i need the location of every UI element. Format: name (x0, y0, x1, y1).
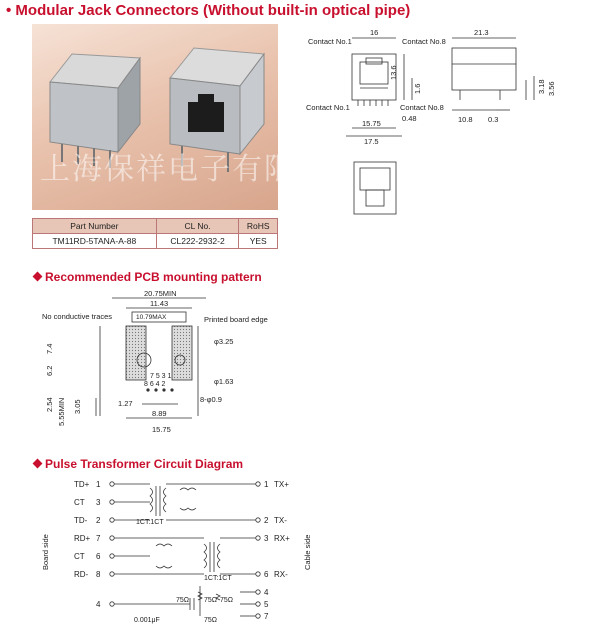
section-pcb-title: Recommended PCB mounting pattern (45, 270, 262, 284)
dim-10-8: 10.8 (458, 115, 473, 124)
pin-label-rx-plus: RX+ (274, 534, 290, 543)
pcb-pattern-drawing (38, 286, 298, 438)
dim-8-89: 8.89 (152, 409, 167, 418)
ratio-label-2: 1CT:1CT (204, 575, 232, 582)
part-table (32, 218, 278, 249)
table-row (33, 234, 278, 249)
label-printed-board-edge: Printed board edge (204, 315, 268, 324)
cell-rohs: YES (239, 234, 278, 249)
pin-label-td-minus: TD- (74, 516, 88, 525)
dim-phi-1-63: φ1.63 (214, 377, 234, 386)
dim-20-75-min: 20.75MIN (144, 289, 177, 298)
dim-3-05: 3.05 (73, 399, 82, 414)
diamond-bullet-icon (33, 272, 43, 282)
pin-num-right-1: 1 (264, 480, 269, 489)
pin-num-right-3: 3 (264, 534, 269, 543)
pin-num-left-1: 1 (96, 480, 101, 489)
pin-num-right-6: 6 (264, 570, 269, 579)
label-no-conductive-traces: No conductive traces (42, 312, 113, 321)
dim-21-3: 21.3 (474, 28, 489, 37)
dim-3-56: 3.56 (547, 81, 556, 96)
pin-numbers-top: 7 5 3 1 (150, 373, 172, 380)
dim-1-6: 1.6 (413, 83, 422, 94)
pin-label-rd-plus: RD+ (74, 534, 91, 543)
pin-label-rx-minus: RX- (274, 570, 288, 579)
dim-0-3: 0.3 (488, 115, 499, 124)
dim-11-43: 11.43 (150, 299, 169, 308)
pin-numbers-bottom: 8 6 4 2 (144, 381, 166, 388)
dim-8-phi-0-9: 8-φ0.9 (200, 395, 222, 404)
pin-label-ct-2: CT (74, 552, 85, 561)
page-title: • Modular Jack Connectors (Without built-in optical pipe) (6, 2, 411, 19)
dim-0-48: 0.48 (402, 114, 417, 123)
pin-num-right-2: 2 (264, 516, 269, 525)
cell-part-number: TM11RD-5TANA-A-88 (33, 234, 157, 249)
label-contact-no8-bottom: Contact No.8 (400, 103, 444, 112)
dim-7-4: 7.4 (45, 343, 54, 354)
dim-3-18: 3.18 (537, 79, 546, 94)
dimension-drawing (300, 24, 598, 224)
pin-label-ct-1: CT (74, 498, 85, 507)
pin-label-rd-minus: RD- (74, 570, 89, 579)
dim-16: 16 (370, 28, 379, 37)
pin-num-right-4: 4 (264, 588, 269, 597)
resistor-label-3: 75Ω (220, 597, 234, 604)
dim-1-27: 1.27 (118, 399, 133, 408)
pin-num-left-3: 3 (96, 498, 101, 507)
label-contact-no1-top: Contact No.1 (308, 37, 352, 46)
section-circuit-heading (34, 457, 243, 471)
label-cable-side: Cable side (303, 534, 312, 570)
cell-cl-no: CL222-2932-2 (156, 234, 239, 249)
pin-num-left-4: 4 (96, 600, 101, 609)
header-rohs: RoHS (239, 219, 278, 234)
dim-17-5: 17.5 (364, 137, 379, 146)
section-circuit-title: Pulse Transformer Circuit Diagram (45, 457, 244, 471)
header-part-number: Part Number (33, 219, 157, 234)
label-contact-no1-bottom: Contact No.1 (306, 103, 350, 112)
dim-phi-3-25: φ3.25 (214, 337, 234, 346)
pin-num-right-5: 5 (264, 600, 269, 609)
dim-6-2: 6.2 (45, 365, 54, 376)
dim-15-75: 15.75 (362, 119, 381, 128)
label-contact-no8-top: Contact No.8 (402, 37, 446, 46)
section-pcb-heading (34, 270, 262, 284)
ratio-label-1: 1CT:1CT (136, 519, 164, 526)
pin-num-left-8: 8 (96, 570, 101, 579)
dim-10-79-max: 10.79MAX (136, 314, 167, 321)
resistor-label-4: 75Ω (204, 617, 218, 624)
table-header-row (33, 219, 278, 234)
dim-2-54: 2.54 (45, 397, 54, 412)
resistor-label-2: 75Ω (204, 597, 218, 604)
pin-label-tx-plus: TX+ (274, 480, 289, 489)
dim-5-55-min: 5.55MIN (57, 397, 66, 426)
pin-num-left-7: 7 (96, 534, 101, 543)
pin-num-left-6: 6 (96, 552, 101, 561)
header-cl-no: CL No. (156, 219, 239, 234)
capacitor-label: 0.001μF (134, 617, 160, 624)
circuit-diagram (40, 474, 330, 624)
pin-num-left-2: 2 (96, 516, 101, 525)
pin-label-td-plus: TD+ (74, 480, 90, 489)
dim-13-6: 13.6 (389, 65, 398, 80)
label-board-side: Board side (41, 534, 50, 570)
pin-num-right-7: 7 (264, 612, 269, 621)
dim-15-75-pcb: 15.75 (152, 425, 171, 434)
diamond-bullet-icon (33, 459, 43, 469)
watermark: 上海保祥电子有限公司 (40, 152, 360, 187)
resistor-label-1: 75Ω (176, 597, 190, 604)
pin-label-tx-minus: TX- (274, 516, 287, 525)
